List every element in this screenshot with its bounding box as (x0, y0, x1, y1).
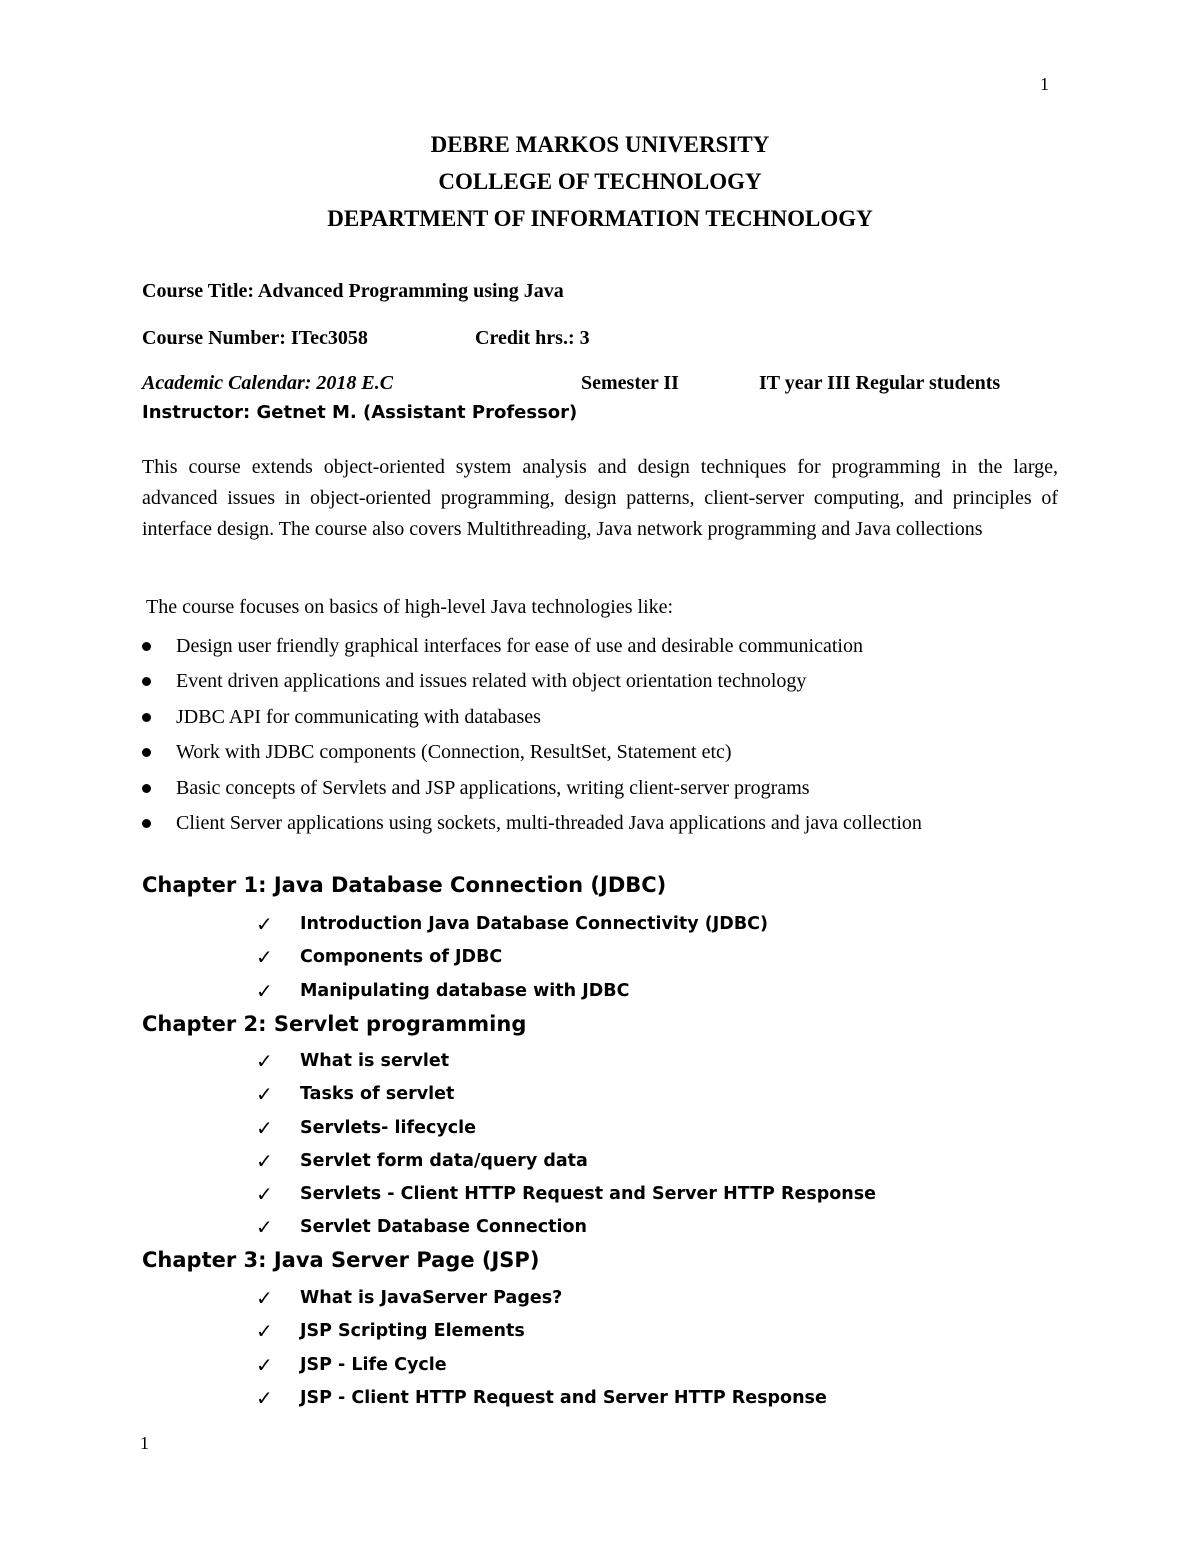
check-icon: ✓ (256, 1082, 273, 1107)
topic-item: ✓ What is JavaServer Pages? (256, 1286, 563, 1310)
bullet-icon (142, 748, 151, 757)
topic-item: ✓ Servlet form data/query data (256, 1148, 588, 1173)
topic-item: ✓ Servlets - Client HTTP Request and Server HTTP Response (256, 1182, 877, 1207)
check-icon: ✓ (256, 1182, 273, 1207)
semester: Semester II (581, 372, 679, 394)
list-item: Work with JDBC components (Connection, ResultSet, Statement etc) (142, 737, 922, 772)
topic-item: ✓ Components of JDBC (256, 945, 503, 970)
chapter-3-heading: Chapter 3: Java Server Page (JSP) (142, 1248, 540, 1272)
chapter-2-heading: Chapter 2: Servlet programming (142, 1012, 527, 1036)
college-name: COLLEGE OF TECHNOLOGY (438, 169, 762, 194)
focus-intro: The course focuses on basics of high-level Java technologies like: (146, 596, 674, 618)
university-name: DEBRE MARKOS UNIVERSITY (430, 132, 770, 157)
check-icon: ✓ (256, 1049, 273, 1073)
academic-calendar: Academic Calendar: 2018 E.C (142, 372, 394, 394)
check-icon: ✓ (256, 1115, 273, 1140)
bullet-icon (142, 642, 151, 651)
course-number-row (142, 327, 590, 350)
check-icon: ✓ (256, 1319, 273, 1344)
check-icon: ✓ (256, 978, 273, 1003)
check-icon: ✓ (256, 1286, 273, 1310)
topic-item: ✓ Tasks of servlet (256, 1082, 455, 1107)
page-number-top: 1 (1040, 74, 1049, 94)
chapter-2-topics (256, 1047, 876, 1247)
topic-item: ✓ Servlets- lifecycle (256, 1115, 477, 1140)
topic-item: ✓ Introduction Java Database Connectivity (JDBC) (256, 912, 769, 936)
list-item: Design user friendly graphical interfaces for ease of use and desirable communication (142, 631, 922, 666)
list-item: Client Server applications using sockets, multi-threaded Java applications and java collection (142, 808, 922, 843)
topic-item: ✓ Manipulating database with JDBC (256, 978, 630, 1003)
topic-item: ✓ JSP - Life Cycle (256, 1352, 447, 1377)
document-header (0, 126, 1200, 237)
student-group: IT year III Regular students (759, 372, 1001, 394)
check-icon: ✓ (256, 912, 273, 936)
topic-item: ✓ What is servlet (256, 1049, 450, 1073)
check-icon: ✓ (256, 1352, 273, 1377)
credit-hours: Credit hrs.: 3 (475, 327, 590, 349)
page-number-bottom: 1 (140, 1433, 149, 1453)
list-item: JDBC API for communicating with databases (142, 702, 922, 737)
list-item: Event driven applications and issues related with object orientation technology (142, 666, 922, 701)
chapter-1-topics (256, 910, 768, 1010)
course-title: Course Title: Advanced Programming using Java (142, 280, 564, 302)
chapter-3-topics (256, 1284, 827, 1417)
check-icon: ✓ (256, 1215, 273, 1240)
bullet-icon (142, 819, 151, 828)
course-description: This course extends object-oriented system analysis and design techniques for programming in the large, advanced issues in object-oriented programming, design patterns, client-server computing, and principles of interface design. The course also covers Multithreading, Java network programming and Java collections (142, 456, 1058, 540)
course-number: Course Number: ITec3058 (142, 327, 368, 349)
topic-item: ✓ JSP - Client HTTP Request and Server HTTP Response (256, 1385, 827, 1410)
topic-item: ✓ JSP Scripting Elements (256, 1319, 525, 1344)
check-icon: ✓ (256, 1385, 273, 1410)
department-name: DEPARTMENT OF INFORMATION TECHNOLOGY (327, 206, 873, 231)
list-item: Basic concepts of Servlets and JSP applications, writing client-server programs (142, 773, 922, 808)
calendar-row (142, 372, 1001, 395)
instructor: Instructor: Getnet M. (Assistant Professor) (142, 402, 578, 423)
check-icon: ✓ (256, 1148, 273, 1173)
bullet-icon (142, 677, 151, 686)
check-icon: ✓ (256, 945, 273, 970)
topic-item: ✓ Servlet Database Connection (256, 1215, 587, 1240)
bullet-icon (142, 784, 151, 793)
chapter-1-heading: Chapter 1: Java Database Connection (JDBC) (142, 873, 667, 897)
focus-list (142, 631, 922, 843)
bullet-icon (142, 713, 151, 722)
